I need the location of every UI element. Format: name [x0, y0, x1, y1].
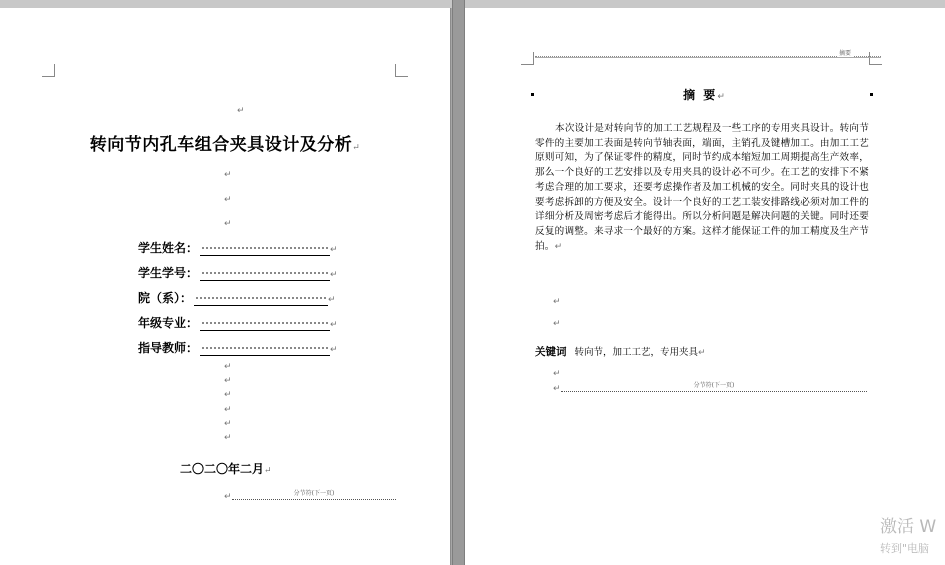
abstract-title[interactable]: 摘 要↵ — [683, 88, 727, 102]
activation-watermark-hint: 转到"电脑 — [880, 542, 930, 555]
page-gutter — [452, 0, 465, 565]
header-area[interactable] — [535, 48, 881, 57]
section-break — [561, 381, 867, 392]
paragraph-mark: ↵ — [224, 390, 232, 400]
keywords-label: 关键词 — [535, 346, 567, 358]
paragraph-mark: ↵ — [330, 320, 338, 330]
paragraph-mark: ↵ — [237, 106, 245, 116]
keywords-text: 转向节，加工工艺，专用夹具 — [574, 347, 699, 358]
toolbar-strip — [0, 0, 945, 8]
field-department[interactable] — [138, 289, 336, 306]
paragraph-mark: ↵ — [224, 219, 232, 229]
paragraph-mark: ↵ — [328, 295, 336, 305]
fill-in-line[interactable] — [200, 268, 330, 281]
fill-in-line[interactable] — [200, 318, 330, 331]
paragraph-mark: ↵ — [553, 297, 561, 307]
paragraph-mark: ↵ — [698, 348, 706, 358]
header-rule — [535, 57, 881, 58]
section-break-label: 分节符(下一页) — [693, 382, 735, 389]
field-student-name[interactable] — [138, 239, 338, 256]
paragraph-mark: ↵ — [330, 245, 338, 255]
field-label: 学生学号： — [138, 266, 199, 280]
field-label: 学生姓名： — [138, 241, 199, 255]
paragraph-mark: ↵ — [553, 384, 561, 394]
section-break — [232, 489, 396, 500]
paragraph-mark: ↵ — [224, 419, 232, 429]
field-advisor[interactable] — [138, 339, 338, 356]
keywords-line[interactable] — [535, 344, 706, 359]
margin-corner-top-left — [42, 64, 55, 77]
section-break-label: 分节符(下一页) — [293, 490, 335, 497]
paragraph-mark: ↵ — [224, 492, 232, 502]
field-student-id[interactable] — [138, 264, 338, 281]
paragraph-mark: ↵ — [224, 195, 232, 205]
paragraph-mark: ↵ — [553, 369, 561, 379]
margin-corner-top-left — [521, 52, 534, 65]
paragraph-mark: ↵ — [553, 319, 561, 329]
field-label: 院（系）： — [138, 291, 193, 305]
abstract-body[interactable]: 本次设计是对转向节的加工工艺规程及一些工序的专用夹具设计。转向节零件的主要加工表面是转向节轴表面，端面，主销孔及键槽加工。由加工工艺原则可知，为了保证零件的精度，同时节约成本缩短加工周期提高生产效率，那么一个良好的工艺安排以及专用夹具的设计必不可少。在工艺的安排下不紧考虑合理的加工要求，还要考虑操作者及加工机械的安全。同时夹具的设计也要考虑拆卸的方便及安全。设计一个良好的工艺工装安排路线必须对加工件的详细分析及周密考虑后才能得出。所以分析问题是解决问题的关键。同时还要反复的调整。来寻求一个最好的方案。这样才能保证工件的加工精度及生产节拍。↵ — [535, 123, 869, 252]
paragraph-mark: ↵ — [352, 143, 361, 153]
paragraph-mark: ↵ — [717, 92, 727, 102]
paragraph-mark: ↵ — [224, 433, 232, 443]
activation-watermark: 激活 W — [880, 517, 937, 537]
field-label: 指导教师： — [138, 341, 199, 355]
paragraph-mark: ↵ — [330, 270, 338, 280]
fill-in-line[interactable] — [200, 343, 330, 356]
field-grade-major[interactable] — [138, 314, 338, 331]
field-label: 年级专业： — [138, 316, 199, 330]
header-label: 摘要 — [839, 50, 852, 57]
paragraph-mark: ↵ — [224, 170, 232, 180]
submission-date[interactable]: 二〇二〇年二月↵ — [180, 462, 272, 476]
paragraph-mark: ↵ — [224, 405, 232, 415]
paragraph-mark: ↵ — [330, 345, 338, 355]
fill-in-line[interactable] — [200, 243, 330, 256]
fill-in-line[interactable] — [194, 293, 328, 306]
paragraph-mark: ↵ — [264, 466, 272, 476]
paragraph-mark: ↵ — [224, 362, 232, 372]
paragraph-mark: ↵ — [224, 376, 232, 386]
margin-corner-top-right — [395, 64, 408, 77]
paragraph-mark: ↵ — [554, 241, 563, 252]
thesis-title[interactable]: 转向节内孔车组合夹具设计及分析↵ — [89, 135, 361, 155]
cover-page — [0, 8, 450, 565]
abstract-page — [465, 8, 945, 565]
